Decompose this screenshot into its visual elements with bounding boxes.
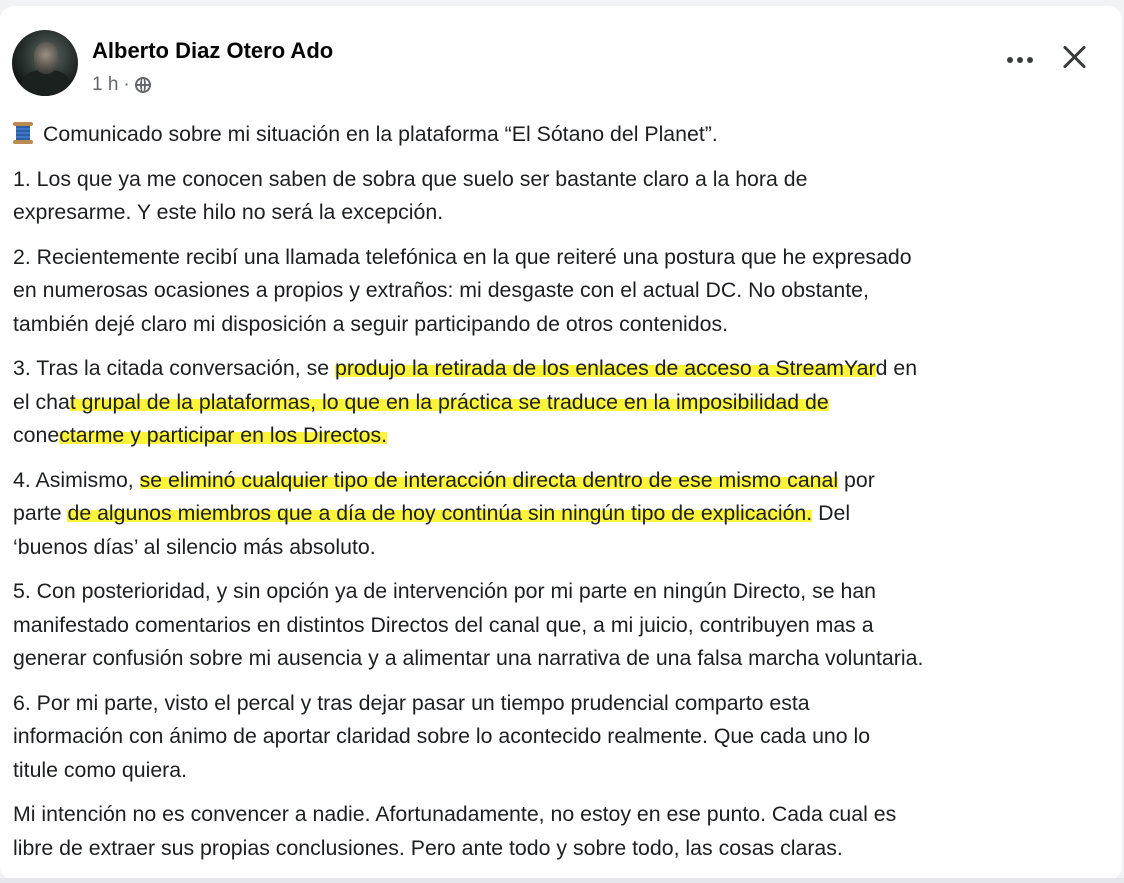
close-icon[interactable] <box>1060 42 1090 72</box>
meta-separator: · <box>123 74 130 95</box>
paragraph-line: generar confusión sobre mi ausencia y a alimentar una narrativa de una falsa marcha voluntaria. <box>13 646 924 670</box>
paragraph-6 <box>13 687 1113 788</box>
post-body <box>13 118 1113 876</box>
paragraph-line: ‘buenos días’ al silencio más absoluto. <box>13 534 376 559</box>
highlighted-text: t grupal de la plataformas, lo que en la práctica se traduce en la imposibilidad de <box>69 389 829 414</box>
highlighted-text: produjo la retirada de los enlaces de acceso a StreamYar <box>334 356 876 380</box>
paragraph-line <box>13 497 1113 531</box>
post-time[interactable]: 1 h <box>92 74 119 95</box>
post-card <box>0 6 1122 880</box>
paragraph-3 <box>13 352 1113 453</box>
paragraph-5 <box>13 575 1113 676</box>
highlighted-text: ctarme y participar en los Directos. <box>59 423 388 447</box>
post-intro <box>13 118 1113 152</box>
paragraph-1 <box>13 163 1113 230</box>
highlighted-text: de algunos miembros que a día de hoy continúa sin ningún tipo de explicación. <box>67 501 813 525</box>
paragraph-line: información con ánimo de aportar claridad sobre lo acontecido realmente. Que cada uno lo <box>13 724 871 748</box>
text-segment: 4. Asimismo, <box>13 467 140 492</box>
paragraph-line <box>13 386 1113 420</box>
more-dot <box>1007 57 1013 63</box>
text-segment: por <box>838 467 875 492</box>
paragraph-line <box>13 419 1113 453</box>
paragraph-line <box>13 464 1113 498</box>
more-dot <box>1017 57 1023 63</box>
text-segment: d en <box>875 356 918 380</box>
spool-icon <box>13 122 33 144</box>
paragraph-line: titule como quiera. <box>13 757 188 782</box>
paragraph-line: libre de extraer sus propias conclusiones. Pero ante todo y sobre todo, las cosas claras. <box>13 835 843 860</box>
avatar[interactable] <box>12 30 78 96</box>
highlighted-text: se eliminó cualquier tipo de interacción directa dentro de ese mismo canal <box>139 467 839 492</box>
paragraph-2 <box>13 241 1113 342</box>
globe-icon[interactable] <box>135 77 151 93</box>
text-segment: el cha <box>13 389 70 414</box>
bottom-divider <box>0 878 1124 883</box>
closing-paragraph <box>13 798 1113 865</box>
author-name[interactable]: Alberto Diaz Otero Ado <box>92 38 334 63</box>
post-header <box>12 30 1112 100</box>
paragraph-line: Mi intención no es convencer a nadie. Afortunadamente, no estoy en ese punto. Cada cual es <box>13 802 897 826</box>
paragraph-line: 5. Con posterioridad, y sin opción ya de intervención por mi parte en ningún Directo, se han <box>13 579 877 603</box>
text-segment: 3. Tras la citada conversación, se <box>13 356 335 380</box>
paragraph-line: 1. Los que ya me conocen saben de sobra que suelo ser bastante claro a la hora de <box>13 166 808 191</box>
paragraph-line: expresarme. Y este hilo no será la excepción. <box>13 200 444 224</box>
intro-text: Comunicado sobre mi situación en la plataforma “El Sótano del Planet”. <box>43 122 718 146</box>
text-segment: Del <box>812 501 851 525</box>
more-dot <box>1027 57 1033 63</box>
paragraph-line: manifestado comentarios en distintos Directos del canal que, a mi juicio, contribuyen mas a <box>13 612 874 637</box>
paragraph-line: en numerosas ocasiones a propios y extraños: mi desgaste con el actual DC. No obstante, <box>13 278 869 302</box>
post-meta <box>92 74 151 96</box>
text-segment: cone <box>13 423 60 447</box>
paragraph-line: 2. Recientemente recibí una llamada telefónica en la que reiteré una postura que he expresado <box>13 244 912 269</box>
paragraph-line <box>13 352 1113 386</box>
paragraph-line: 6. Por mi parte, visto el percal y tras dejar pasar un tiempo prudencial comparto esta <box>13 690 810 715</box>
more-options-icon[interactable] <box>1000 48 1040 72</box>
paragraph-line: también dejé claro mi disposición a seguir participando de otros contenidos. <box>13 311 729 336</box>
avatar-face-shape <box>34 42 58 74</box>
paragraph-4 <box>13 464 1113 565</box>
text-segment: parte <box>13 501 68 525</box>
